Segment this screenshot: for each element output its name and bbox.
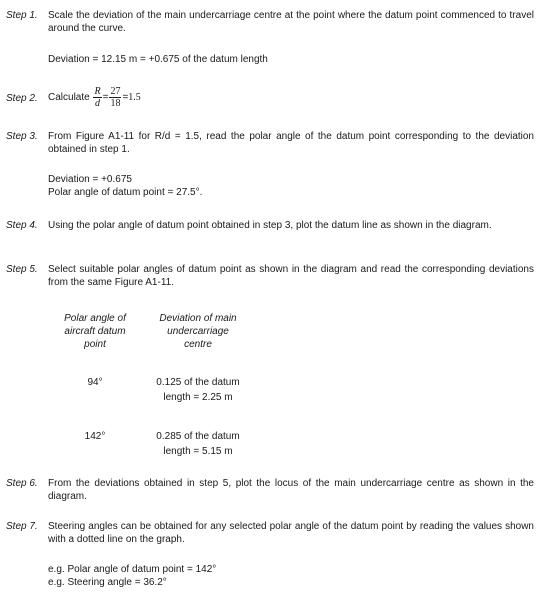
- step-7: [6, 520, 534, 546]
- step-text: Scale the deviation of the main undercarriage centre at the point where the datum point commenced to travel around the curve.: [48, 10, 534, 34]
- header-line: centre: [184, 339, 212, 350]
- fraction-denominator: d: [95, 97, 101, 109]
- header-line: Deviation of main: [159, 313, 237, 324]
- step-3: [6, 130, 534, 156]
- step-label: Step 5.: [6, 264, 38, 275]
- cell-line: length = 2.25 m: [163, 392, 233, 403]
- step-text: From Figure A1-11 for R/d = 1.5, read the polar angle of the datum point corresponding to the deviation obtained in step 1.: [48, 131, 534, 155]
- step-text: Steering angles can be obtained for any selected polar angle of the datum point by reading the values shown with a dotted line on the graph.: [48, 521, 534, 545]
- fraction-denominator: 18: [110, 97, 121, 109]
- fraction-numerator: R: [94, 85, 101, 97]
- step-label: Step 1.: [6, 10, 38, 21]
- step-label: Step 3.: [6, 131, 38, 142]
- step-4: [6, 219, 534, 232]
- step-label: Step 6.: [6, 478, 38, 489]
- step1-deviation-result: Deviation = 12.15 m = +0.675 of the datum length: [48, 54, 268, 65]
- step-text: Calculate: [48, 92, 90, 103]
- fraction-numerator: 27: [110, 85, 121, 97]
- step7-example-polar: e.g. Polar angle of datum point = 142°: [48, 564, 217, 575]
- cell-line: 0.285 of the datum: [156, 431, 240, 442]
- cell-line: length = 5.15 m: [163, 446, 233, 457]
- step-text: Using the polar angle of datum point obtained in step 3, plot the datum line as shown in the diagram.: [48, 220, 492, 231]
- ratio-result: 1.5: [128, 92, 141, 103]
- r-over-d-fraction: [93, 86, 101, 109]
- table-cell-angle: 142°: [84, 431, 106, 442]
- header-line: point: [84, 339, 106, 350]
- step-text: Select suitable polar angles of datum point as shown in the diagram and read the corresponding deviations from the same Figure A1-11.: [48, 264, 534, 288]
- step-1: [6, 9, 534, 35]
- step-6: [6, 477, 534, 503]
- table-cell-deviation: [138, 375, 258, 405]
- header-line: undercarriage: [167, 326, 229, 337]
- step3-deviation: Deviation = +0.675: [48, 174, 132, 185]
- cell-line: 0.125 of the datum: [156, 377, 240, 388]
- numeric-fraction: [109, 86, 121, 109]
- header-line: aircraft datum: [64, 326, 126, 337]
- equals-sign: =: [122, 92, 129, 103]
- step-text: From the deviations obtained in step 5, plot the locus of the main undercarriage centre as shown in the diagram.: [48, 478, 534, 502]
- step-label: Step 2.: [6, 93, 38, 104]
- table-cell-deviation: [138, 429, 258, 459]
- step-formula: [48, 85, 534, 111]
- table-header-deviation: [148, 312, 248, 351]
- table-cell-angle: 94°: [87, 377, 103, 388]
- header-line: Polar angle of: [64, 313, 126, 324]
- step-label: Step 7.: [6, 521, 38, 532]
- step3-polar-angle: Polar angle of datum point = 27.5°.: [48, 187, 203, 198]
- table-header-polar-angle: [50, 312, 140, 351]
- step7-example-steering: e.g. Steering angle = 36.2°: [48, 577, 167, 588]
- equals-sign: =: [102, 92, 109, 103]
- step-2: [6, 85, 534, 111]
- step-label: Step 4.: [6, 220, 38, 231]
- step-5: [6, 263, 534, 289]
